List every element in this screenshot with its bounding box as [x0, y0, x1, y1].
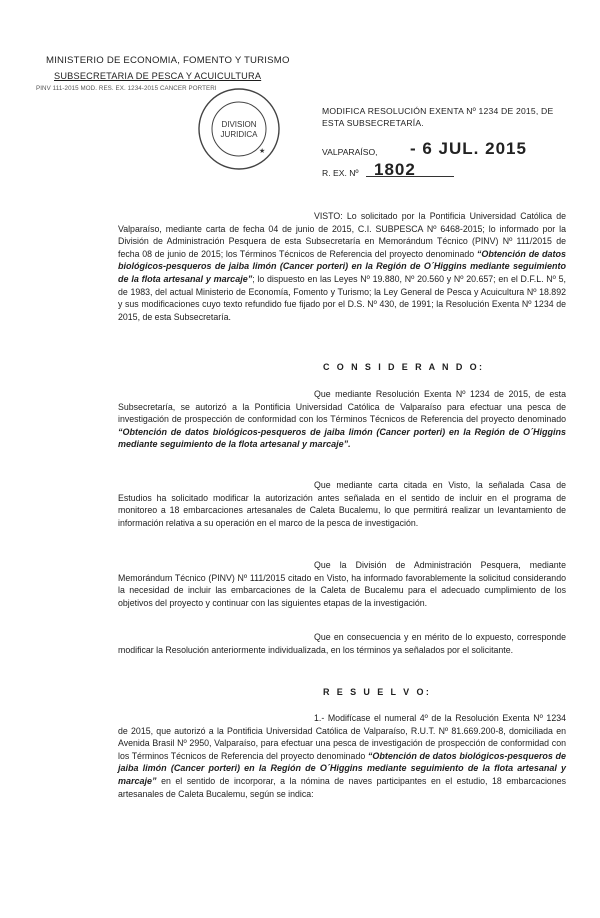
ministry-name: MINISTERIO DE ECONOMIA, FOMENTO Y TURISMO — [46, 55, 290, 66]
division-juridica-stamp — [196, 86, 282, 172]
resuelvo-heading: R E S U E L V O: — [323, 687, 432, 697]
considerando-paragraph-4: Que en consecuencia y en mérito de lo expuesto, corresponde modificar la Resolución anteriormente individualizada, en los términos ya señalados por el solicitante. — [118, 632, 566, 655]
considerando-paragraph-1: Que mediante Resolución Exenta Nº 1234 de 2015, de esta Subsecretaría, se autorizó a la Pontificia Universidad Católica de Valparaíso para efectuar una pesca de investigación de prospección de conformidad con los Términos Técnicos de Referencia del proyecto denominado “Obtención de datos biológicos-pesqueros de jaiba limón (Cancer porteri) en la Región de O´Higgins mediante seguimiento de la flota artesanal y marcaje”. — [118, 389, 566, 450]
visto-project-title: “Obtención de datos biológicos-pesqueros de jaiba limón (Cancer porteri) en la Región de O´Higgins mediante seguimiento de la flota artesanal y marcaje” — [118, 248, 566, 284]
place-label: VALPARAÍSO, — [322, 147, 378, 157]
visto-text-b: ; lo dispuesto en las Leyes Nº 19.880, Nº 20.560 y Nº 20.657; en el D.F.L. Nº 5, de 1983, del actual Ministerio de Economía, Fomento y Turismo; la Ley General de Pesca y Acuicultura Nº 18.892 y sus modificaciones cuyo texto refundido fue fijado por el D.S. Nº 430, de 1991; la Resolución Exenta Nº 1234 de 2015, de esta Subsecretaría. — [118, 273, 566, 322]
considerando-project-title: “Obtención de datos biológicos-pesqueros de jaiba limón (Cancer porteri) en la Región de O´Higgins mediante seguimiento de la flota artesanal y marcaje”. — [118, 426, 566, 450]
resolution-subject: MODIFICA RESOLUCIÓN EXENTA Nº 1234 DE 2015, DE ESTA SUBSECRETARÍA. — [322, 106, 554, 128]
stamp-line-1: DIVISION — [221, 120, 257, 129]
rex-label: R. EX. Nº — [322, 168, 359, 178]
resuelvo-project-title: “Obtención de datos biológicos-pesqueros de jaiba limón (Cancer porteri) en la Región de O´Higgins mediante seguimiento de la flota artesanal y marcaje” — [118, 750, 566, 786]
pinv-reference: PINV 111-2015 MOD. RES. EX. 1234-2015 CANCER PORTERI — [36, 85, 217, 92]
rex-number: 1802 — [374, 160, 416, 179]
stamp-line-2: JURIDICA — [220, 130, 258, 139]
rex-underline — [366, 176, 454, 177]
visto-label: VISTO: — [314, 211, 343, 221]
visto-text-a: Lo solicitado por la Pontificia Universidad Católica de Valparaíso, mediante carta de fecha 04 de junio de 2015, C.I. SUBPESCA Nº 6468-2015; lo informado por la División de Administración Pesquera de esta Subsecretaría en Memorándum Técnico (PINV) Nº 111/2015 de fecha 08 de junio de 2015; los Términos Técnicos de Referencia del proyecto denominado — [118, 211, 566, 259]
subsecretaria-name: SUBSECRETARIA DE PESCA Y ACUICULTURA — [54, 71, 262, 81]
visto-paragraph — [118, 210, 566, 323]
stamp-seal-icon — [196, 86, 282, 172]
considerando-paragraph-2: Que mediante carta citada en Visto, la señalada Casa de Estudios ha solicitado modificar la autorización antes señalada en el sentido de incluir en el programa de monitoreo a 18 embarcaciones artesanales de Caleta Bucalemu, lo que permitirá realizar un levantamiento de información relativa a su operación en el marco de la pesca de investigación. — [118, 480, 566, 528]
considerando-heading: C O N S I D E R A N D O: — [323, 362, 485, 372]
considerando-paragraph-3: Que la División de Administración Pesquera, mediante Memorándum Técnico (PINV) Nº 111/2015 citado en Visto, ha informado favorablemente la solicitud considerando la necesidad de incluir las embarcaciones de la Caleta de Bucalemu para el adecuado cumplimiento de los objetivos del proyecto y continuar con las siguientes etapas de la investigación. — [118, 560, 566, 608]
svg-text:★: ★ — [259, 147, 266, 155]
resuelvo-paragraph-1: 1.- Modifícase el numeral 4º de la Resolución Exenta Nº 1234 de 2015, que autorizó a la Pontificia Universidad Católica de Valparaíso, R.U.T. Nº 81.669.200-8, domiciliada en Avenida Brasil Nº 2950, Valparaíso, para efectuar una pesca de investigación de prospección de conformidad con los Términos Técnicos de Referencia del proyecto denominado “Obtención de datos biológicos-pesqueros de jaiba limón (Cancer porteri) en la Región de O´Higgins mediante seguimiento de la flota artesanal y marcaje” en el sentido de incorporar, a la nómina de naves participantes en el estudio, 18 embarcaciones artesanales de Caleta Bucalemu, según se indica: — [118, 713, 566, 799]
date-stamp: - 6 JUL. 2015 — [410, 139, 527, 158]
